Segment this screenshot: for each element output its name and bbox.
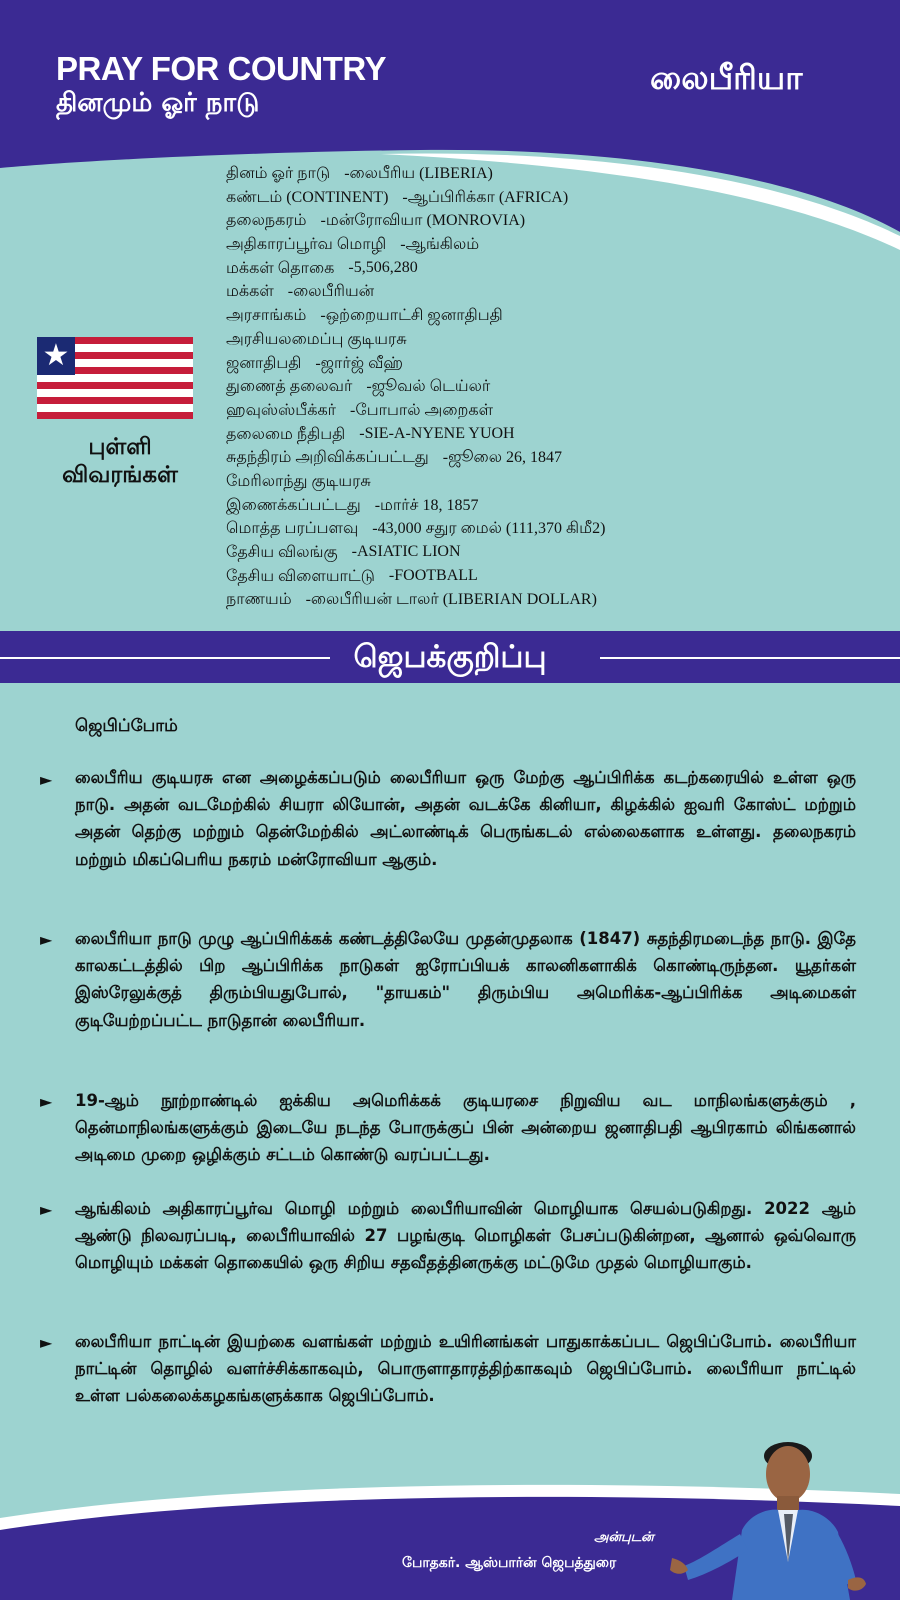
fact-row (226, 211, 826, 235)
fact-key: அரசியலமைப்பு குடியரசு (226, 330, 407, 348)
fact-row (226, 282, 826, 306)
fact-key: ஜனாதிபதி (226, 354, 302, 372)
fact-row (226, 377, 826, 401)
play-arrow-icon: ► (40, 1333, 53, 1352)
fact-row (226, 354, 826, 378)
signature-name: போதகர். ஆஸ்பார்ன் ஜெபத்துரை (402, 1555, 617, 1571)
fact-row (226, 448, 826, 472)
fact-row (226, 401, 826, 425)
liberia-flag-icon (37, 337, 193, 419)
fact-row (226, 188, 826, 212)
fact-key: மக்கள் (226, 283, 274, 301)
fact-row (226, 235, 826, 259)
country-title: லைபீரியா (650, 58, 803, 97)
fact-row (226, 496, 826, 520)
facts-caption-line: புள்ளி (88, 434, 152, 460)
facts-caption-line: விவரங்கள் (62, 462, 178, 488)
fact-key: மேரிலாந்து குடியரசு (226, 472, 371, 490)
fact-key: தலைமை நீதிபதி (226, 425, 346, 443)
fact-key: தினம் ஓர் நாடு (226, 165, 331, 182)
fact-row (226, 330, 826, 354)
fact-value: -லைபீரியன் (287, 283, 375, 301)
fact-key: இணைக்கப்பட்டது (226, 496, 361, 514)
fact-key: தலைநகரம் (226, 212, 307, 230)
fact-key: சுதந்திரம் அறிவிக்கப்பட்டது (226, 449, 429, 467)
brand-title-english: PRAY FOR COUNTRY (56, 50, 386, 87)
prayer-section-title: ஜெபக்குறிப்பு (339, 639, 560, 675)
pastor-photo (670, 1430, 900, 1600)
fact-key: தேசிய விளையாட்டு (226, 567, 375, 585)
fact-row (226, 164, 826, 188)
fact-row (226, 567, 826, 591)
prayer-point: லைபீரிய குடியரசு என அழைக்கப்படும் லைபீரியா ஒரு மேற்கு ஆப்பிரிக்க கடற்கரையில் உள்ள ஒரு நாடு. அதன் வடமேற்கில் சியரா லியோன், அதன் வடக்கே கினியா, கிழக்கில் ஐவரி கோஸ்ட் மற்றும் அதன் தெற்கு மற்றும் தென்மேற்கில் அட்லாண்டிக் பெருங்கடல் எல்லைகளாக உள்ளது. தலைநகரம் மற்றும் மிகப்பெரிய நகரம் மன்ரோவியா ஆகும். (75, 768, 856, 869)
prayer-heading: ஜெபிப்போம் (75, 716, 178, 736)
fact-row (226, 259, 826, 283)
country-facts-list (226, 164, 826, 614)
facts-caption (30, 433, 210, 489)
play-arrow-icon: ► (40, 770, 53, 789)
fact-key: ஹவுஸ்ஸ்பீக்கர் (226, 401, 337, 419)
fact-value: -லைபீரிய (LIBERIA) (344, 165, 493, 182)
signature-greeting: அன்புடன் (594, 1530, 654, 1545)
fact-key: மக்கள் தொகை (226, 259, 335, 277)
fact-key: துணைத் தலைவர் (226, 378, 353, 396)
fact-row (226, 590, 826, 614)
star-icon: ★ (37, 337, 75, 375)
fact-key: கண்டம் (CONTINENT) (226, 188, 389, 206)
fact-value: -மார்ச் 18, 1857 (374, 496, 479, 514)
fact-value: -ஜூலை 26, 1847 (442, 449, 562, 467)
fact-key: அதிகாரப்பூர்வ மொழி (226, 236, 387, 254)
fact-value: -ASIATIC LION (351, 543, 461, 560)
fact-row (226, 519, 826, 543)
fact-key: மொத்த பரப்பளவு (226, 520, 359, 538)
fact-value: -லைபீரியன் டாலர் (LIBERIAN DOLLAR) (305, 591, 597, 609)
fact-value: -மன்ரோவியா (MONROVIA) (320, 212, 526, 230)
fact-row (226, 425, 826, 449)
prayer-point: லைபீரியா நாடு முழு ஆப்பிரிக்கக் கண்டத்திலேயே முதன்முதலாக (1847) சுதந்திரமடைந்த நாடு. இதே காலகட்டத்தில் பிற ஆப்பிரிக்க நாடுகள் ஐரோப்பியக் காலனிகளாகிக் கொண்டிருந்தன. யூதர்கள் இஸ்ரேலுக்குத் திரும்பியதுபோல், "தாயகம்" திரும்பிய அமெரிக்க-ஆப்பிரிக்க அடிமைகள் குடியேற்றப்பட்ட நாடுதான் லைபீரியா. (75, 929, 856, 1030)
fact-value: -ஒற்றையாட்சி ஜனாதிபதி (320, 307, 503, 325)
prayer-point: 19-ஆம் நூற்றாண்டில் ஐக்கிய அமெரிக்கக் குடியரசை நிறுவிய வட மாநிலங்களுக்கும் , தென்மாநிலங்களுக்கும் இடையே நடந்த போருக்குப் பின் அன்றைய ஜனாதிபதி ஆபிரகாம் லிங்கனால் அடிமை முறை ஒழிக்கும் சட்டம் கொண்டு வரப்பட்டது. (75, 1091, 856, 1165)
fact-key: தேசிய விலங்கு (226, 544, 338, 561)
fact-key: அரசாங்கம் (226, 307, 307, 325)
fact-value: -FOOTBALL (388, 566, 478, 584)
fact-value: -ஆங்கிலம் (400, 236, 480, 254)
fact-value: -43,000 சதுர மைல் (111,370 கிமீ2) (372, 520, 606, 538)
fact-value: -5,506,280 (348, 258, 418, 276)
fact-key: நாணயம் (226, 591, 292, 609)
play-arrow-icon: ► (40, 1200, 53, 1219)
fact-row (226, 543, 826, 567)
prayer-section-band (0, 631, 900, 683)
prayer-point: லைபீரியா நாட்டின் இயற்கை வளங்கள் மற்றும் உயிரினங்கள் பாதுகாக்கப்பட ஜெபிப்போம். லைபீரியா நாட்டின் தொழில் வளர்ச்சிக்காகவும், பொருளாதாரத்திற்காகவும் ஜெபிப்போம். லைபீரியா நாட்டில் உள்ள பல்கலைக்கழகங்களுக்காக ஜெபிப்போம். (75, 1332, 856, 1406)
fact-value: -SIE-A-NYENE YUOH (359, 424, 515, 442)
play-arrow-icon: ► (40, 930, 53, 949)
fact-row (226, 306, 826, 330)
fact-value: -ஜூவல் டெய்லர் (366, 378, 491, 396)
play-arrow-icon: ► (40, 1092, 53, 1111)
fact-value: -ஜார்ஜ் வீஹ் (315, 354, 403, 372)
fact-value: -போபால் அறைகள் (350, 401, 494, 419)
prayer-point: ஆங்கிலம் அதிகாரப்பூர்வ மொழி மற்றும் லைபீரியாவின் மொழியாக செயல்படுகிறது. 2022 ஆம் ஆண்டு நிலவரப்படி, லைபீரியாவில் 27 பழங்குடி மொழிகள் பேசப்படுகின்றன, ஆனால் ஒவ்வொரு மொழியும் மக்கள் தொகையில் ஒரு சிறிய சதவீதத்தினருக்கு மட்டுமே முதல் மொழியாகும். (75, 1199, 856, 1273)
fact-row (226, 472, 826, 496)
fact-value: -ஆப்பிரிக்கா (AFRICA) (402, 188, 569, 206)
brand-title-tamil: தினமும் ஓர் நாடு (56, 88, 260, 118)
